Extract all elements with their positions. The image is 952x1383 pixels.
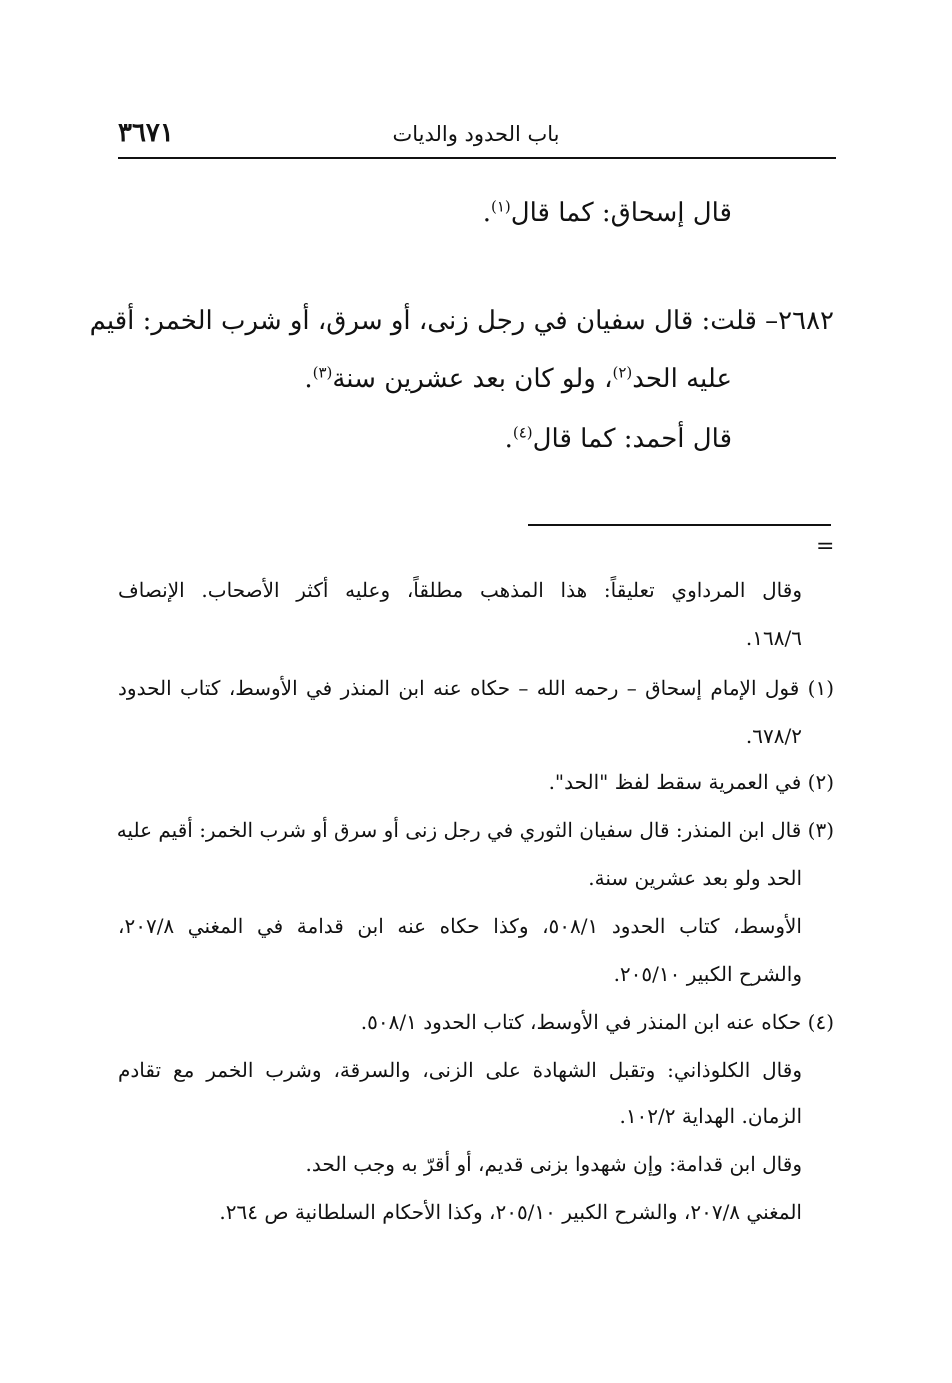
footnote-1-line-2: ٦٧٨/٢. bbox=[745, 724, 802, 748]
footnote-3-line-2: الحد ولو بعد عشرين سنة. bbox=[588, 866, 802, 890]
footnote-3-line-3: الأوسط، كتاب الحدود ٥٠٨/١، وكذا حكاه عنه ابن قدامة في المغني ٢٠٧/٨، bbox=[118, 914, 802, 938]
footnote-separator bbox=[528, 524, 831, 526]
footnote-ref-4: (٤) bbox=[512, 423, 533, 442]
footnote-4-line-3: الزمان. الهداية ١٠٢/٢. bbox=[619, 1104, 802, 1128]
footnote-3-line-4: والشرح الكبير ٢٠٥/١٠. bbox=[613, 962, 802, 986]
main-entry-2682 bbox=[89, 306, 834, 336]
entry-line-text: قلت: قال سفيان في رجل زنى، أو سرق، أو شرب الخمر: أقيم bbox=[89, 306, 757, 336]
header-rule bbox=[118, 157, 836, 159]
footnote-ref-3: (٣) bbox=[312, 363, 333, 382]
footnote-ref-2: (٢) bbox=[612, 363, 633, 382]
entry-number: ٢٦٨٢– bbox=[765, 306, 834, 336]
footnote-4-line-2: وقال الكلوذاني: وتقبل الشهادة على الزنى، والسرقة، وشرب الخمر مع تقادم bbox=[118, 1058, 802, 1082]
footnote-2-line-1: (٢) في العمرية سقط لفظ "الحد". bbox=[548, 770, 834, 794]
footnote-4-line-5: المغني ٢٠٧/٨، والشرح الكبير ٢٠٥/١٠، وكذا الأحكام السلطانية ص ٢٦٤. bbox=[219, 1200, 802, 1224]
main-line-3: عليه الحد$^{(٢)}$، ولو كان بعد عشرين سنة$^{(٣)}$. bbox=[304, 363, 732, 394]
footnote-4-line-4: وقال ابن قدامة: وإن شهدوا بزنى قديم، أو أقرّ به وجب الحد. bbox=[305, 1152, 802, 1176]
footnote-continuation-line-2: ١٦٨/٦. bbox=[745, 626, 802, 650]
footnote-3-line-1: (٣) قال ابن المنذر: قال سفيان الثوري في رجل زنى أو سرق أو شرب الخمر: أقيم عليه bbox=[116, 818, 834, 842]
page-number: ٣٦٧١ bbox=[118, 118, 174, 148]
footnote-continuation-line-1: وقال المرداوي تعليقاً: هذا المذهب مطلقاً، وعليه أكثر الأصحاب. الإنصاف bbox=[118, 578, 802, 602]
footnote-1-line-1: (١) قول الإمام إسحاق – رحمه الله – حكاه عنه ابن المنذر في الأوسط، كتاب الحدود bbox=[118, 676, 834, 700]
continuation-mark: = bbox=[816, 534, 835, 559]
main-line-1: قال إسحاق: كما قال$^{(١)}$. bbox=[482, 197, 732, 228]
running-header-title: باب الحدود والديات bbox=[392, 122, 560, 146]
footnote-ref-1: (١) bbox=[490, 197, 511, 216]
main-line-4: قال أحمد: كما قال$^{(٤)}$. bbox=[504, 423, 732, 454]
footnote-4-line-1: (٤) حكاه عنه ابن المنذر في الأوسط، كتاب الحدود ٥٠٨/١. bbox=[360, 1010, 834, 1034]
